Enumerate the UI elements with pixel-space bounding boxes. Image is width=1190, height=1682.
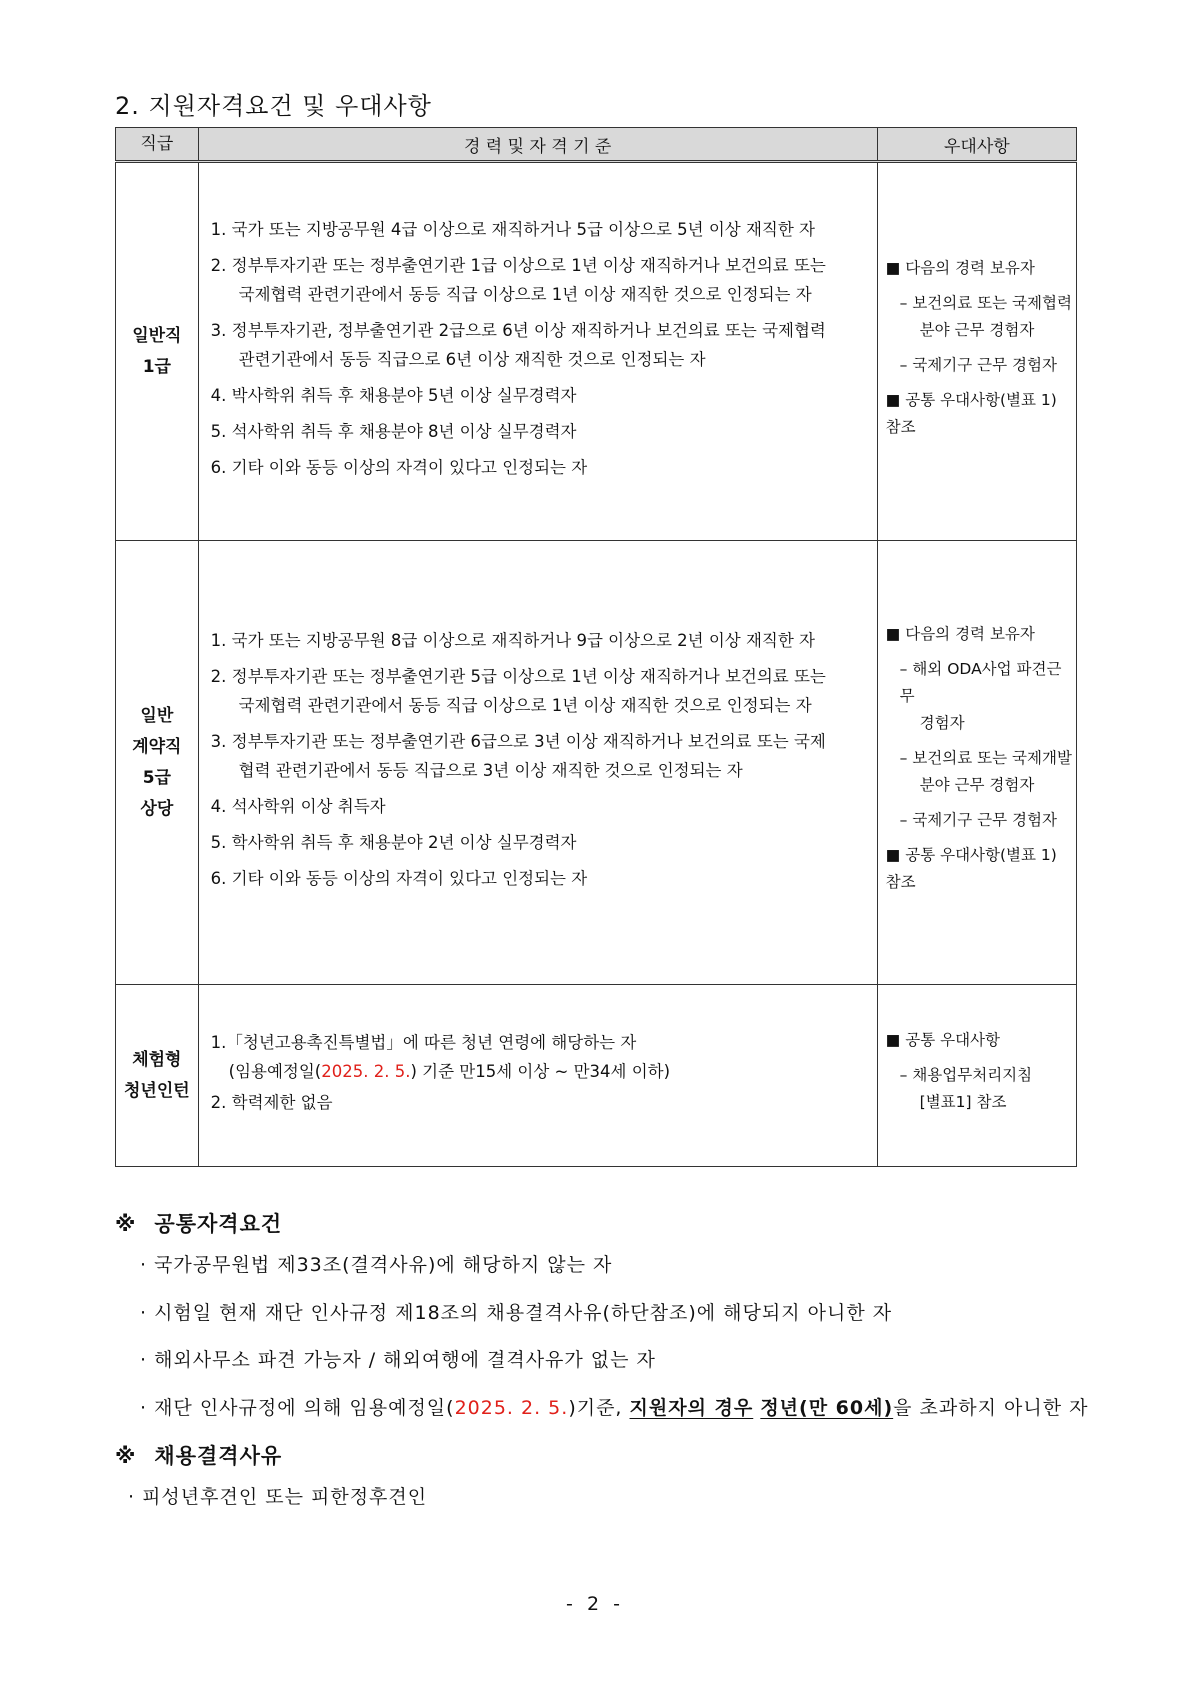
grade-line: 일반직 bbox=[132, 325, 182, 346]
req-text: ) 기준 만15세 이상 ~ 만34세 이하) bbox=[410, 1061, 671, 1081]
pref-text: – 해외 ODA사업 파견근무 bbox=[899, 660, 1062, 705]
list-item bbox=[211, 381, 873, 410]
grade-line: 5급 bbox=[142, 767, 171, 788]
pref-text: – 보건의료 또는 국제협력 bbox=[899, 293, 1072, 312]
item-text: · 재단 인사규정에 의해 임용예정일( bbox=[140, 1396, 455, 1419]
req-text: 2. 정부투자기관 또는 정부출연기관 5급 이상으로 1년 이상 재직하거나 보건의료 또는 bbox=[210, 666, 826, 686]
item-text: 을 초과하지 아니한 자 bbox=[893, 1396, 1089, 1419]
underlined-text: 정년(만 60세) bbox=[760, 1396, 894, 1419]
req-text: 5. 석사학위 취득 후 채용분야 8년 이상 실무경력자 bbox=[210, 421, 577, 441]
table-row-intern bbox=[116, 985, 1077, 1167]
header-requirements: 경 력 및 자 격 기 준 bbox=[198, 128, 877, 162]
disqualification-heading bbox=[115, 1440, 282, 1470]
list-item: ■ 다음의 경력 보유자 bbox=[885, 625, 1035, 643]
header-grade: 직급 bbox=[116, 128, 199, 162]
requirements-cell bbox=[198, 541, 877, 985]
header-preferences: 우대사항 bbox=[877, 128, 1076, 162]
preferences-cell bbox=[877, 162, 1076, 541]
list-item bbox=[211, 417, 873, 446]
req-text: 5. 학사학위 취득 후 채용분야 2년 이상 실무경력자 bbox=[210, 832, 577, 852]
req-text: 2. 정부투자기관 또는 정부출연기관 1급 이상으로 1년 이상 재직하거나 보건의료 또는 bbox=[210, 255, 826, 275]
req-text: 1. 국가 또는 지방공무원 8급 이상으로 재직하거나 9급 이상으로 2년 이상 재직한 자 bbox=[210, 630, 815, 650]
highlight-date: 2025. 2. 5. bbox=[321, 1061, 411, 1081]
pref-text-cont: 분야 근무 경험자 bbox=[919, 320, 1035, 339]
preferences-list bbox=[878, 621, 1076, 896]
req-text: 4. 박사학위 취득 후 채용분야 5년 이상 실무경력자 bbox=[210, 385, 577, 405]
grade-cell bbox=[116, 541, 199, 985]
table-row-grade-1 bbox=[116, 162, 1077, 541]
list-item: · 시험일 현재 재단 인사규정 제18조의 채용결격사유(하단참조)에 해당되지 아니한 자 bbox=[140, 1301, 893, 1324]
list-item bbox=[211, 626, 873, 655]
req-text: (임용예정일( bbox=[228, 1061, 322, 1081]
list-item: ■ 공통 우대사항(별표 1) 참조 bbox=[885, 846, 1057, 891]
list-item bbox=[886, 656, 1076, 737]
list-item bbox=[211, 1088, 873, 1117]
preferences-cell bbox=[877, 985, 1076, 1167]
list-item bbox=[211, 864, 873, 893]
req-text: 2. 학력제한 없음 bbox=[210, 1092, 333, 1112]
common-requirements-list bbox=[140, 1250, 1088, 1440]
list-item bbox=[211, 251, 873, 309]
highlight-date: 2025. 2. 5. bbox=[454, 1396, 569, 1419]
pref-text: – 보건의료 또는 국제개발 bbox=[899, 749, 1072, 767]
req-text-cont: 관련기관에서 동등 직급으로 6년 이상 재직한 것으로 인정되는 자 bbox=[238, 349, 706, 369]
req-text: 6. 기타 이와 동등 이상의 자격이 있다고 인정되는 자 bbox=[210, 868, 588, 888]
list-item bbox=[211, 1028, 873, 1057]
requirements-list bbox=[199, 215, 877, 482]
pref-text-cont: [별표1] 참조 bbox=[919, 1093, 1007, 1111]
heading-text: 공통자격요건 bbox=[154, 1212, 283, 1236]
grade-line: 상당 bbox=[140, 798, 174, 819]
disqualification-list bbox=[128, 1482, 427, 1530]
pref-text-cont: 분야 근무 경험자 bbox=[919, 776, 1035, 794]
pref-text-cont: 경험자 bbox=[919, 714, 965, 732]
req-text-cont: 협력 관련기관에서 동등 직급으로 3년 이상 재직한 것으로 인정되는 자 bbox=[238, 760, 743, 780]
grade-cell bbox=[116, 162, 199, 541]
list-item bbox=[211, 828, 873, 857]
list-item bbox=[211, 662, 873, 720]
section-title: 2. 지원자격요건 및 우대사항 bbox=[115, 92, 432, 120]
reference-mark-icon: ※ bbox=[115, 1212, 137, 1236]
req-text: 3. 정부투자기관, 정부출연기관 2급으로 6년 이상 재직하거나 보건의료 또는 국제협력 bbox=[210, 320, 826, 340]
req-text: 1. 국가 또는 지방공무원 4급 이상으로 재직하거나 5급 이상으로 5년 이상 재직한 자 bbox=[210, 219, 815, 239]
page-number: - 2 - bbox=[566, 1593, 624, 1615]
list-item: ■ 공통 우대사항 bbox=[885, 1031, 1000, 1049]
list-item bbox=[886, 1062, 1076, 1116]
req-text: 1.「청년고용촉진특별법」에 따른 청년 연령에 해당하는 자 bbox=[210, 1032, 637, 1052]
list-item bbox=[211, 215, 873, 244]
grade-line: 체험형 bbox=[132, 1049, 182, 1070]
preferences-list bbox=[878, 255, 1076, 441]
requirements-cell bbox=[198, 162, 877, 541]
req-text: 6. 기타 이와 동등 이상의 자격이 있다고 인정되는 자 bbox=[210, 457, 588, 477]
list-item bbox=[211, 727, 873, 785]
table-row-grade-5 bbox=[116, 541, 1077, 985]
list-item bbox=[211, 792, 873, 821]
pref-text: – 채용업무처리지침 bbox=[899, 1066, 1033, 1084]
list-item: – 국제기구 근무 경험자 bbox=[899, 811, 1057, 829]
reference-mark-icon: ※ bbox=[115, 1444, 137, 1468]
requirements-table bbox=[115, 127, 1077, 1167]
heading-text: 채용결격사유 bbox=[154, 1444, 283, 1468]
req-text-cont: 국제협력 관련기관에서 동등 직급 이상으로 1년 이상 재직한 것으로 인정되는 자 bbox=[238, 695, 812, 715]
underlined-text: 지원자의 경우 bbox=[629, 1396, 754, 1419]
requirements-list bbox=[199, 626, 877, 893]
requirements-list bbox=[199, 1028, 877, 1117]
grade-line: 1급 bbox=[142, 356, 171, 377]
grade-line: 일반 bbox=[140, 705, 174, 726]
grade-line: 청년인턴 bbox=[123, 1080, 190, 1101]
common-requirements-heading bbox=[115, 1208, 282, 1238]
list-item: · 피성년후견인 또는 피한정후견인 bbox=[128, 1486, 428, 1508]
grade-line: 계약직 bbox=[132, 736, 182, 757]
req-text: 3. 정부투자기관 또는 정부출연기관 6급으로 3년 이상 재직하거나 보건의료 또는 국제 bbox=[210, 731, 826, 751]
list-item bbox=[140, 1393, 1088, 1441]
req-text: 4. 석사학위 이상 취득자 bbox=[210, 796, 386, 816]
list-item bbox=[886, 745, 1076, 799]
list-item bbox=[886, 290, 1076, 344]
requirements-cell bbox=[198, 985, 877, 1167]
list-item: ■ 다음의 경력 보유자 bbox=[885, 258, 1035, 277]
grade-cell bbox=[116, 985, 199, 1167]
table-header-row bbox=[116, 128, 1077, 162]
list-item: · 국가공무원법 제33조(결격사유)에 해당하지 않는 자 bbox=[140, 1254, 613, 1276]
list-item bbox=[211, 1057, 873, 1086]
list-item: – 국제기구 근무 경험자 bbox=[899, 355, 1057, 374]
preferences-list bbox=[878, 1027, 1076, 1116]
list-item: · 해외사무소 파견 가능자 / 해외여행에 결격사유가 없는 자 bbox=[140, 1349, 656, 1371]
list-item bbox=[211, 316, 873, 374]
req-text-cont: 국제협력 관련기관에서 동등 직급 이상으로 1년 이상 재직한 것으로 인정되는 자 bbox=[238, 284, 812, 304]
list-item: ■ 공통 우대사항(별표 1) 참조 bbox=[885, 390, 1057, 436]
item-text: )기준, bbox=[568, 1396, 630, 1419]
list-item bbox=[211, 453, 873, 482]
preferences-cell bbox=[877, 541, 1076, 985]
